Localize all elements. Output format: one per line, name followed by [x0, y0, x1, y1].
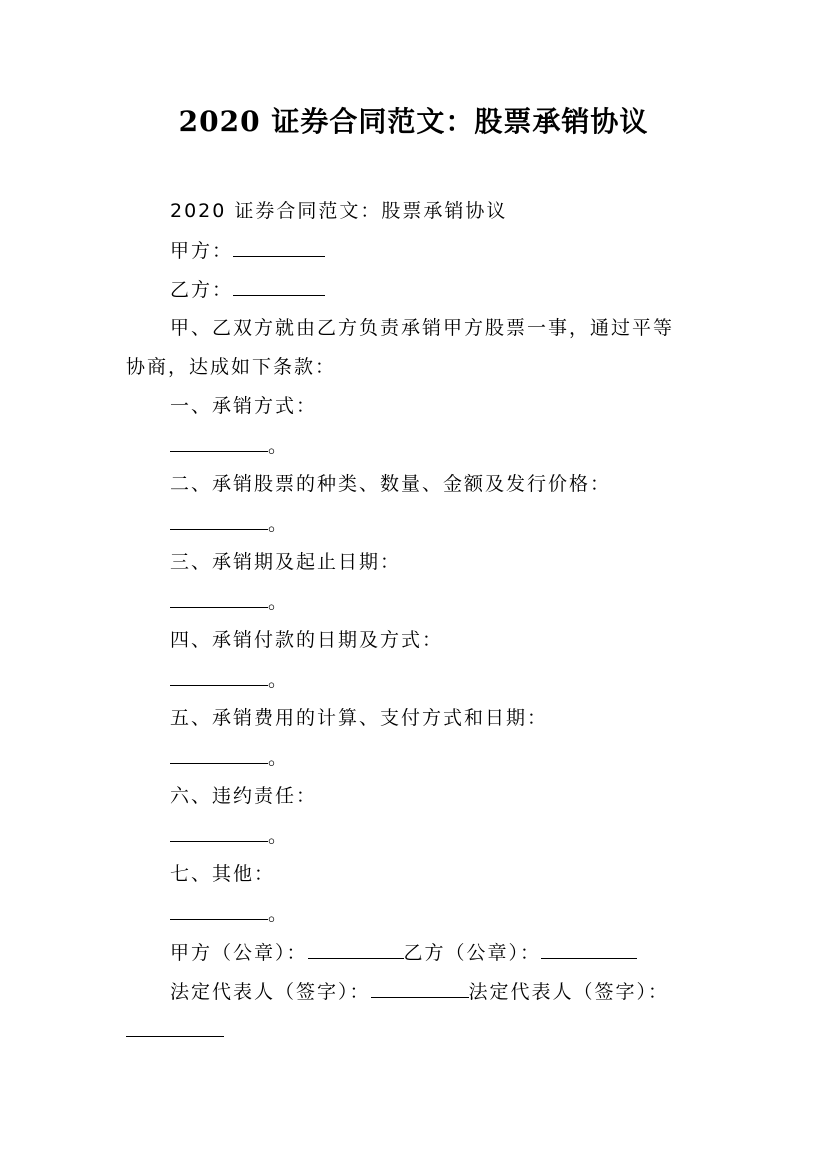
seal-a-blank: [308, 938, 404, 959]
clause-heading: 四、承销付款的日期及方式：: [170, 629, 444, 651]
clause-heading: 二、承销股票的种类、数量、金额及发行价格：: [170, 473, 612, 495]
party-b-line: [170, 275, 325, 304]
clause-end-mark: 。: [268, 669, 290, 691]
clause-end-mark: 。: [268, 591, 290, 613]
clause-fill-line: [170, 743, 289, 772]
party-b-label: 乙方：: [170, 279, 234, 301]
document-subtitle: 2020 证券合同范文：股票承销协议: [170, 200, 508, 222]
intro-paragraph-line2: 协商，达成如下条款：: [126, 356, 337, 378]
clause-heading: 五、承销费用的计算、支付方式和日期：: [170, 707, 549, 729]
clause-blank: [170, 587, 268, 608]
clause-heading: 七、其他：: [170, 863, 276, 885]
clause-end-mark: 。: [268, 903, 290, 925]
clause-blank: [170, 431, 268, 452]
clause-fill-line: [170, 899, 289, 928]
party-b-blank: [233, 275, 325, 296]
clause-fill-line: [170, 821, 289, 850]
party-a-label: 甲方：: [170, 240, 234, 262]
clause-heading: 三、承销期及起止日期：: [170, 551, 402, 573]
rep-b-label: 法定代表人（签字）：: [468, 981, 670, 1003]
clause-end-mark: 。: [268, 435, 290, 457]
clause-end-mark: 。: [268, 825, 290, 847]
clause-heading: 六、违约责任：: [170, 785, 318, 807]
seal-b-blank: [541, 938, 637, 959]
seal-a-label: 甲方（公章）：: [170, 942, 308, 964]
clause-end-mark: 。: [268, 747, 290, 769]
party-a-line: [170, 236, 325, 265]
clause-fill-line: [170, 431, 289, 460]
clause-blank: [170, 821, 268, 842]
clause-blank: [170, 743, 268, 764]
rep-b-blank: [126, 1016, 224, 1037]
clause-fill-line: [170, 509, 289, 538]
clause-blank: [170, 665, 268, 686]
clause-fill-line: [170, 665, 289, 694]
clause-blank: [170, 509, 268, 530]
party-a-blank: [233, 236, 325, 257]
seal-line: [170, 938, 637, 967]
representative-line: [170, 977, 669, 1006]
seal-b-label: 乙方（公章）：: [403, 942, 542, 964]
intro-paragraph-line1: 甲、乙双方就由乙方负责承销甲方股票一事，通过平等: [170, 317, 675, 339]
rep-a-blank: [371, 977, 469, 998]
clause-heading: 一、承销方式：: [170, 395, 318, 417]
clause-fill-line: [170, 587, 289, 616]
clause-end-mark: 。: [268, 513, 290, 535]
representative-line-cont: [126, 1016, 224, 1045]
clause-blank: [170, 899, 268, 920]
document-title: 2020 证券合同范文：股票承销协议: [178, 105, 649, 138]
rep-a-label: 法定代表人（签字）：: [170, 981, 371, 1003]
